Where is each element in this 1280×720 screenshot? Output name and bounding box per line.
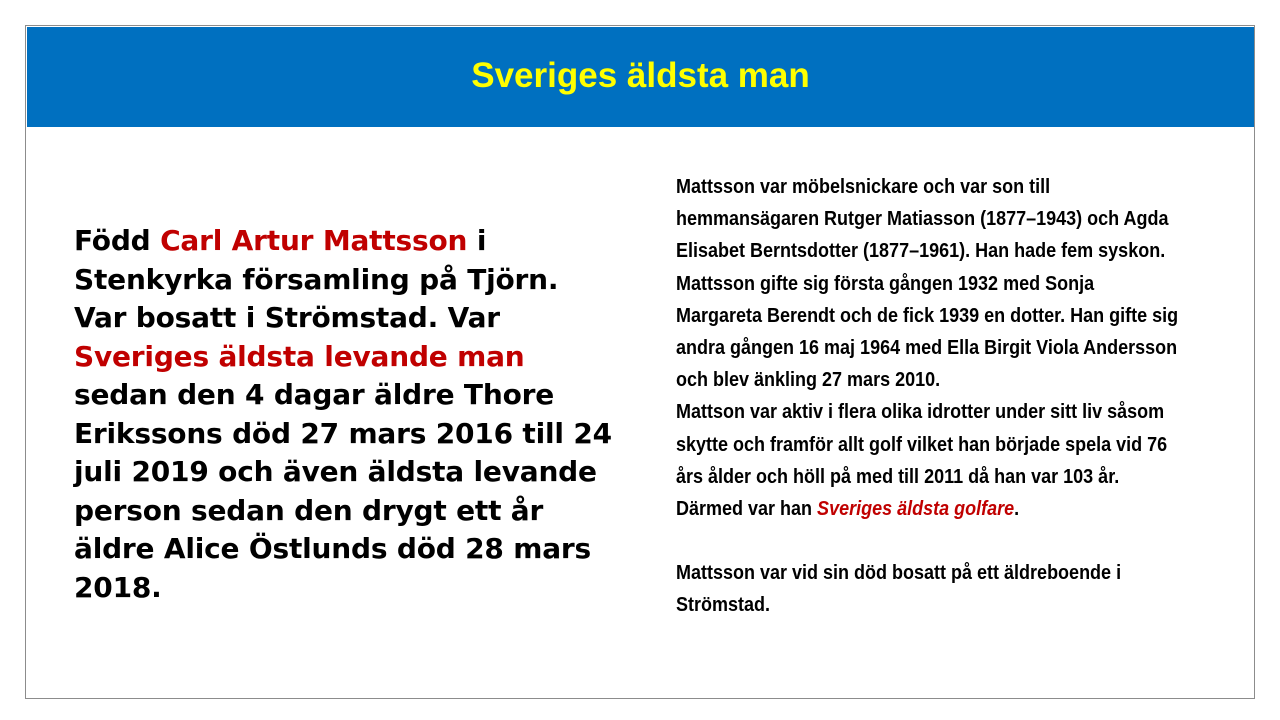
right-paragraph-2 (676, 396, 1185, 525)
left-text-2: i Stenkyrka församling på Tjörn. Var bosatt i Strömstad. Var (74, 224, 559, 334)
right-paragraph-1: Mattsson var möbelsnickare och var son till hemmansägaren Rutger Matiasson (1877–1943) och Agda Elisabet Berntsdotter (1877–1961). Han hade fem syskon. Mattsson gifte sig första gången 1932 med Sonja Margareta Berendt och de fick 1939 en dotter. Han gifte sig andra gången 16 maj 1964 med Ella Birgit Viola Andersson och blev änkling 27 mars 2010. (676, 176, 1179, 392)
oldest-man-highlight: Sveriges äldsta levande man (74, 339, 525, 373)
right-paragraph-2-start: Mattson var aktiv i flera olika idrotter under sitt liv såsom skytte och framför allt golf vilket han började spela vid 76 års ålder och höll på med till 2011 då han var 103 år. Därmed var han (676, 401, 1168, 521)
left-text-3: sedan den 4 dagar äldre Thore Erikssons död 27 mars 2016 till 24 juli 2019 och även äldsta levande person sedan den drygt ett år äldre Alice Östlunds död 28 mars 2018. (74, 378, 612, 604)
left-text-1: Född (74, 224, 161, 257)
right-paragraph-3: Mattsson var vid sin död bosatt på ett äldreboende i Strömstad. (676, 562, 1122, 617)
oldest-golfer-highlight: Sveriges äldsta golfare (817, 498, 1015, 521)
paragraph-spacer (676, 525, 1185, 557)
left-paragraph (74, 222, 614, 607)
right-paragraph-2-end: . (1014, 498, 1020, 521)
title-bar (27, 27, 1254, 127)
slide (25, 25, 1255, 699)
right-text-block (676, 171, 1185, 622)
slide-title: Sveriges äldsta man (471, 56, 810, 95)
person-name-highlight: Carl Artur Mattsson (160, 224, 468, 257)
